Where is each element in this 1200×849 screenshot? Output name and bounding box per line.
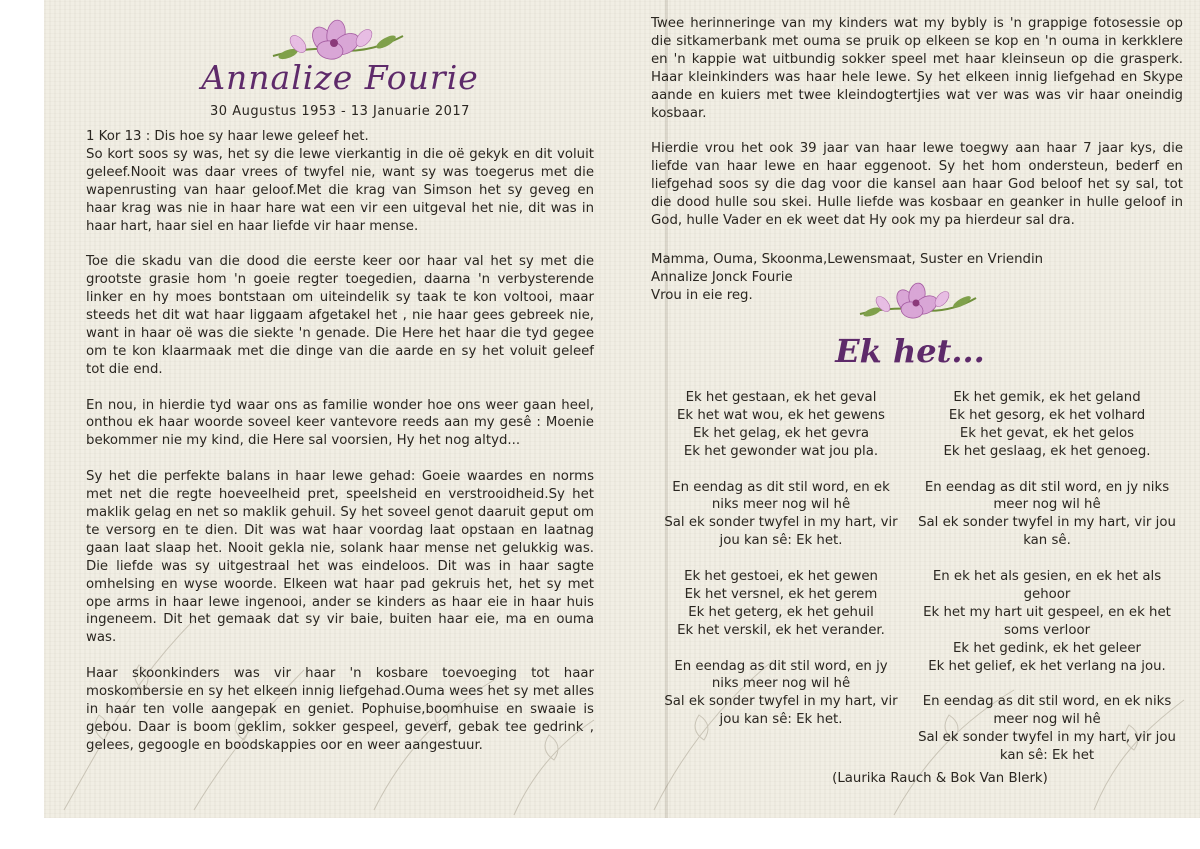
poem-column-right	[912, 389, 1182, 783]
eulogy-paragraph: So kort soos sy was, het sy die lewe vierkantig in die oë gekyk en dit voluit geleef.Nooit was daar vrees of twyfel nie, want sy was toegerus met die wapenrusting van haar geloof.Met die krag van Simson het sy geveg en haar krag was nie in haar hare wat een vir een uitgeval het nie, dit was in haar hart, haar siel en haar liefde vir haar mense.	[86, 146, 594, 234]
poem-line: Ek het gestoei, ek het gewen	[684, 569, 878, 585]
flower-decoration-icon	[856, 280, 980, 326]
poem-line: Sal ek sonder twyfel in my hart, vir jou	[918, 515, 1176, 531]
signature-line: Vrou in eie reg.	[651, 287, 753, 303]
poem-line: Sal ek sonder twyfel in my hart, vir	[664, 515, 898, 531]
poem-line: kan sê.	[1023, 533, 1071, 549]
poem-line: Ek het gelief, ek het verlang na jou.	[928, 658, 1166, 674]
poem-column-left	[646, 389, 916, 747]
poem-line: Ek het gemik, ek het geland	[953, 390, 1141, 405]
eulogy-paragraph: Hierdie vrou het ook 39 jaar van haar lewe toegwy aan haar 7 jaar kys, die liefde van haar lewe en haar eggenoot. Sy het hom ondersteun, bederf en liefgehad soos sy die dag voor die kansel aan haar God beloof het sy sal, tot die dood hulle sou skei. Hulle liefde was kosbaar en geanker in hulle geloof in God, hulle Vader en ek weet dat Hy ook my pa hierdeur sal dra.	[651, 141, 1183, 228]
poem-line: kan sê: Ek het	[999, 748, 1095, 764]
eulogy-paragraph: Sy het die perfekte balans in haar lewe gehad: Goeie waardes en norms met net die regte hoeveelheid pret, speelsheid en verstrooidheid.Sy het maklik gelag en net so maklik gehuil. Sy het soveel genot daaruit geput om te versorg en te dien. Dit was wat haar voordag laat opstaan en laatnag gaan laat slaap het. Nooit gekla nie, solank haar mense net gelukkig was. Die liefde was sy uitgestraal het was eindeloos. Dit was in haar sagte omhelsing en wyse woorde. Elkeen wat haar pad gekruis het, het sy met ope arms in haar lewe ingenooi, ander se kinders as haar eie in haar huis ingeneem. Dit het gemaak dat sy vir baie, buiten haar eie, ma en ouma was.	[86, 469, 594, 646]
eulogy-paragraph: Haar skoonkinders was vir haar 'n kosbare toevoeging tot haar moskombersie en sy het elkeen innig liefgehad.Ouma wees het sy met alles in haar ten volle aangepak en geniet. Pophuise,boomhuise en swaaie is gebou. Daar is boom geklim, sokker gespeel, geverf, gebak tee gedrink , gelees, gegoogle en boodskappies oor en weer aangestuur.	[86, 666, 594, 753]
poem-line: En eendag as dit stil word, en jy	[674, 658, 888, 674]
poem-stanza	[646, 568, 916, 640]
poem-title: Ek het...	[835, 332, 985, 370]
poem-line: Ek het geterg, ek het gehuil	[688, 604, 874, 620]
poem-line: Ek het verskil, ek het verander.	[677, 622, 885, 638]
poem-line: Ek het wat wou, ek het gewens	[677, 407, 885, 423]
deceased-name: Annalize Fourie	[201, 58, 479, 97]
poem-line: niks meer nog wil hê	[711, 497, 851, 513]
poem-line: Ek het gestaan, ek het geval	[685, 390, 877, 405]
poem-line: Ek het my hart uit gespeel, en ek het	[923, 604, 1171, 620]
poem-stanza	[912, 693, 1182, 765]
poem-line: En eendag as dit stil word, en jy niks	[924, 479, 1170, 495]
signature-line: Annalize Jonck Fourie	[651, 269, 793, 285]
poem-line: soms verloor	[1003, 622, 1091, 638]
poem-line: meer nog wil hê	[993, 497, 1101, 513]
poem-line: niks meer nog wil hê	[711, 676, 851, 692]
signature-line: Mamma, Ouma, Skoonma,Lewensmaat, Suster en Vriendin	[651, 252, 1044, 267]
poem-stanza	[912, 389, 1182, 461]
eulogy-paragraph: 1 Kor 13 : Dis hoe sy haar lewe geleef het.	[86, 129, 369, 144]
eulogy-paragraph: Twee herinneringe van my kinders wat my bybly is 'n grappige fotosessie op die sitkamerbank met ouma se pruik op elkeen se kop en 'n ouma in kerkklere en 'n kappie wat uitbundig sokker speel met haar kleinseun op die grasperk. Haar kleinkinders was haar hele lewe. Sy het elkeen innig liefgehad en Skype aande en kuiers met twee kleindogtertjies wat ver was was vir haar oneindig kosbaar.	[651, 16, 1183, 121]
poem-line: jou kan sê: Ek het.	[719, 712, 843, 728]
poem-stanza	[912, 479, 1182, 551]
poem-line: Sal ek sonder twyfel in my hart, vir	[664, 694, 898, 710]
life-dates: 30 Augustus 1953 - 13 Januarie 2017	[210, 104, 470, 119]
poem-line: Ek het gevat, ek het gelos	[959, 425, 1135, 441]
poem-line: Ek het versnel, ek het gerem	[684, 586, 878, 602]
poem-line: En eendag as dit stil word, en ek niks	[922, 694, 1172, 710]
eulogy-text	[86, 128, 594, 773]
poem-line: Ek het gelag, ek het gevra	[693, 425, 869, 441]
eulogy-text-continued	[651, 15, 1183, 248]
poem-line: meer nog wil hê	[993, 712, 1101, 728]
poem-stanza	[646, 389, 916, 461]
poem-stanza	[646, 658, 916, 730]
poem-line: gehoor	[1023, 586, 1071, 602]
poem-stanza	[912, 568, 1182, 675]
poem-line: Ek het geslaag, ek het genoeg.	[943, 443, 1151, 459]
poem-line: Sal ek sonder twyfel in my hart, vir jou	[918, 730, 1176, 746]
poem-line: Ek het gesorg, ek het volhard	[948, 407, 1146, 423]
poem-line: jou kan sê: Ek het.	[719, 533, 843, 549]
poem-line: En ek het als gesien, en ek het als	[932, 569, 1162, 585]
poem-line: En eendag as dit stil word, en ek	[672, 479, 890, 495]
poem-line: Ek het gedink, ek het geleer	[952, 640, 1141, 656]
poem-credit: (Laurika Rauch & Bok Van Blerk)	[832, 771, 1048, 786]
poem-line: Ek het gewonder wat jou pla.	[683, 443, 879, 459]
eulogy-paragraph: En nou, in hierdie tyd waar ons as familie wonder hoe ons weer gaan heel, onthou ek haar woorde soveel keer vantevore reeds aan my gesê : Moenie bekommer nie my kind, die Here sal voorsien, Hy het nog altyd...	[86, 397, 594, 449]
poem-stanza	[646, 479, 916, 551]
eulogy-paragraph: Toe die skadu van die dood die eerste keer oor haar val het sy met die grootste grasie hom 'n goeie regter toegedien, daarna 'n verbysterende linker en hy moes bontstaan om uiteindelik sy taak te kon voltooi, maar steeds het dit wat haar liggaam afgetakel het , nie haar gees gebreek nie, want in haar oë was die siekte 'n genade. Die Here het haar die tyd gegee om te kon klaarmaak met die dinge van die aarde en sy het voluit geleef tot die end.	[86, 254, 594, 377]
